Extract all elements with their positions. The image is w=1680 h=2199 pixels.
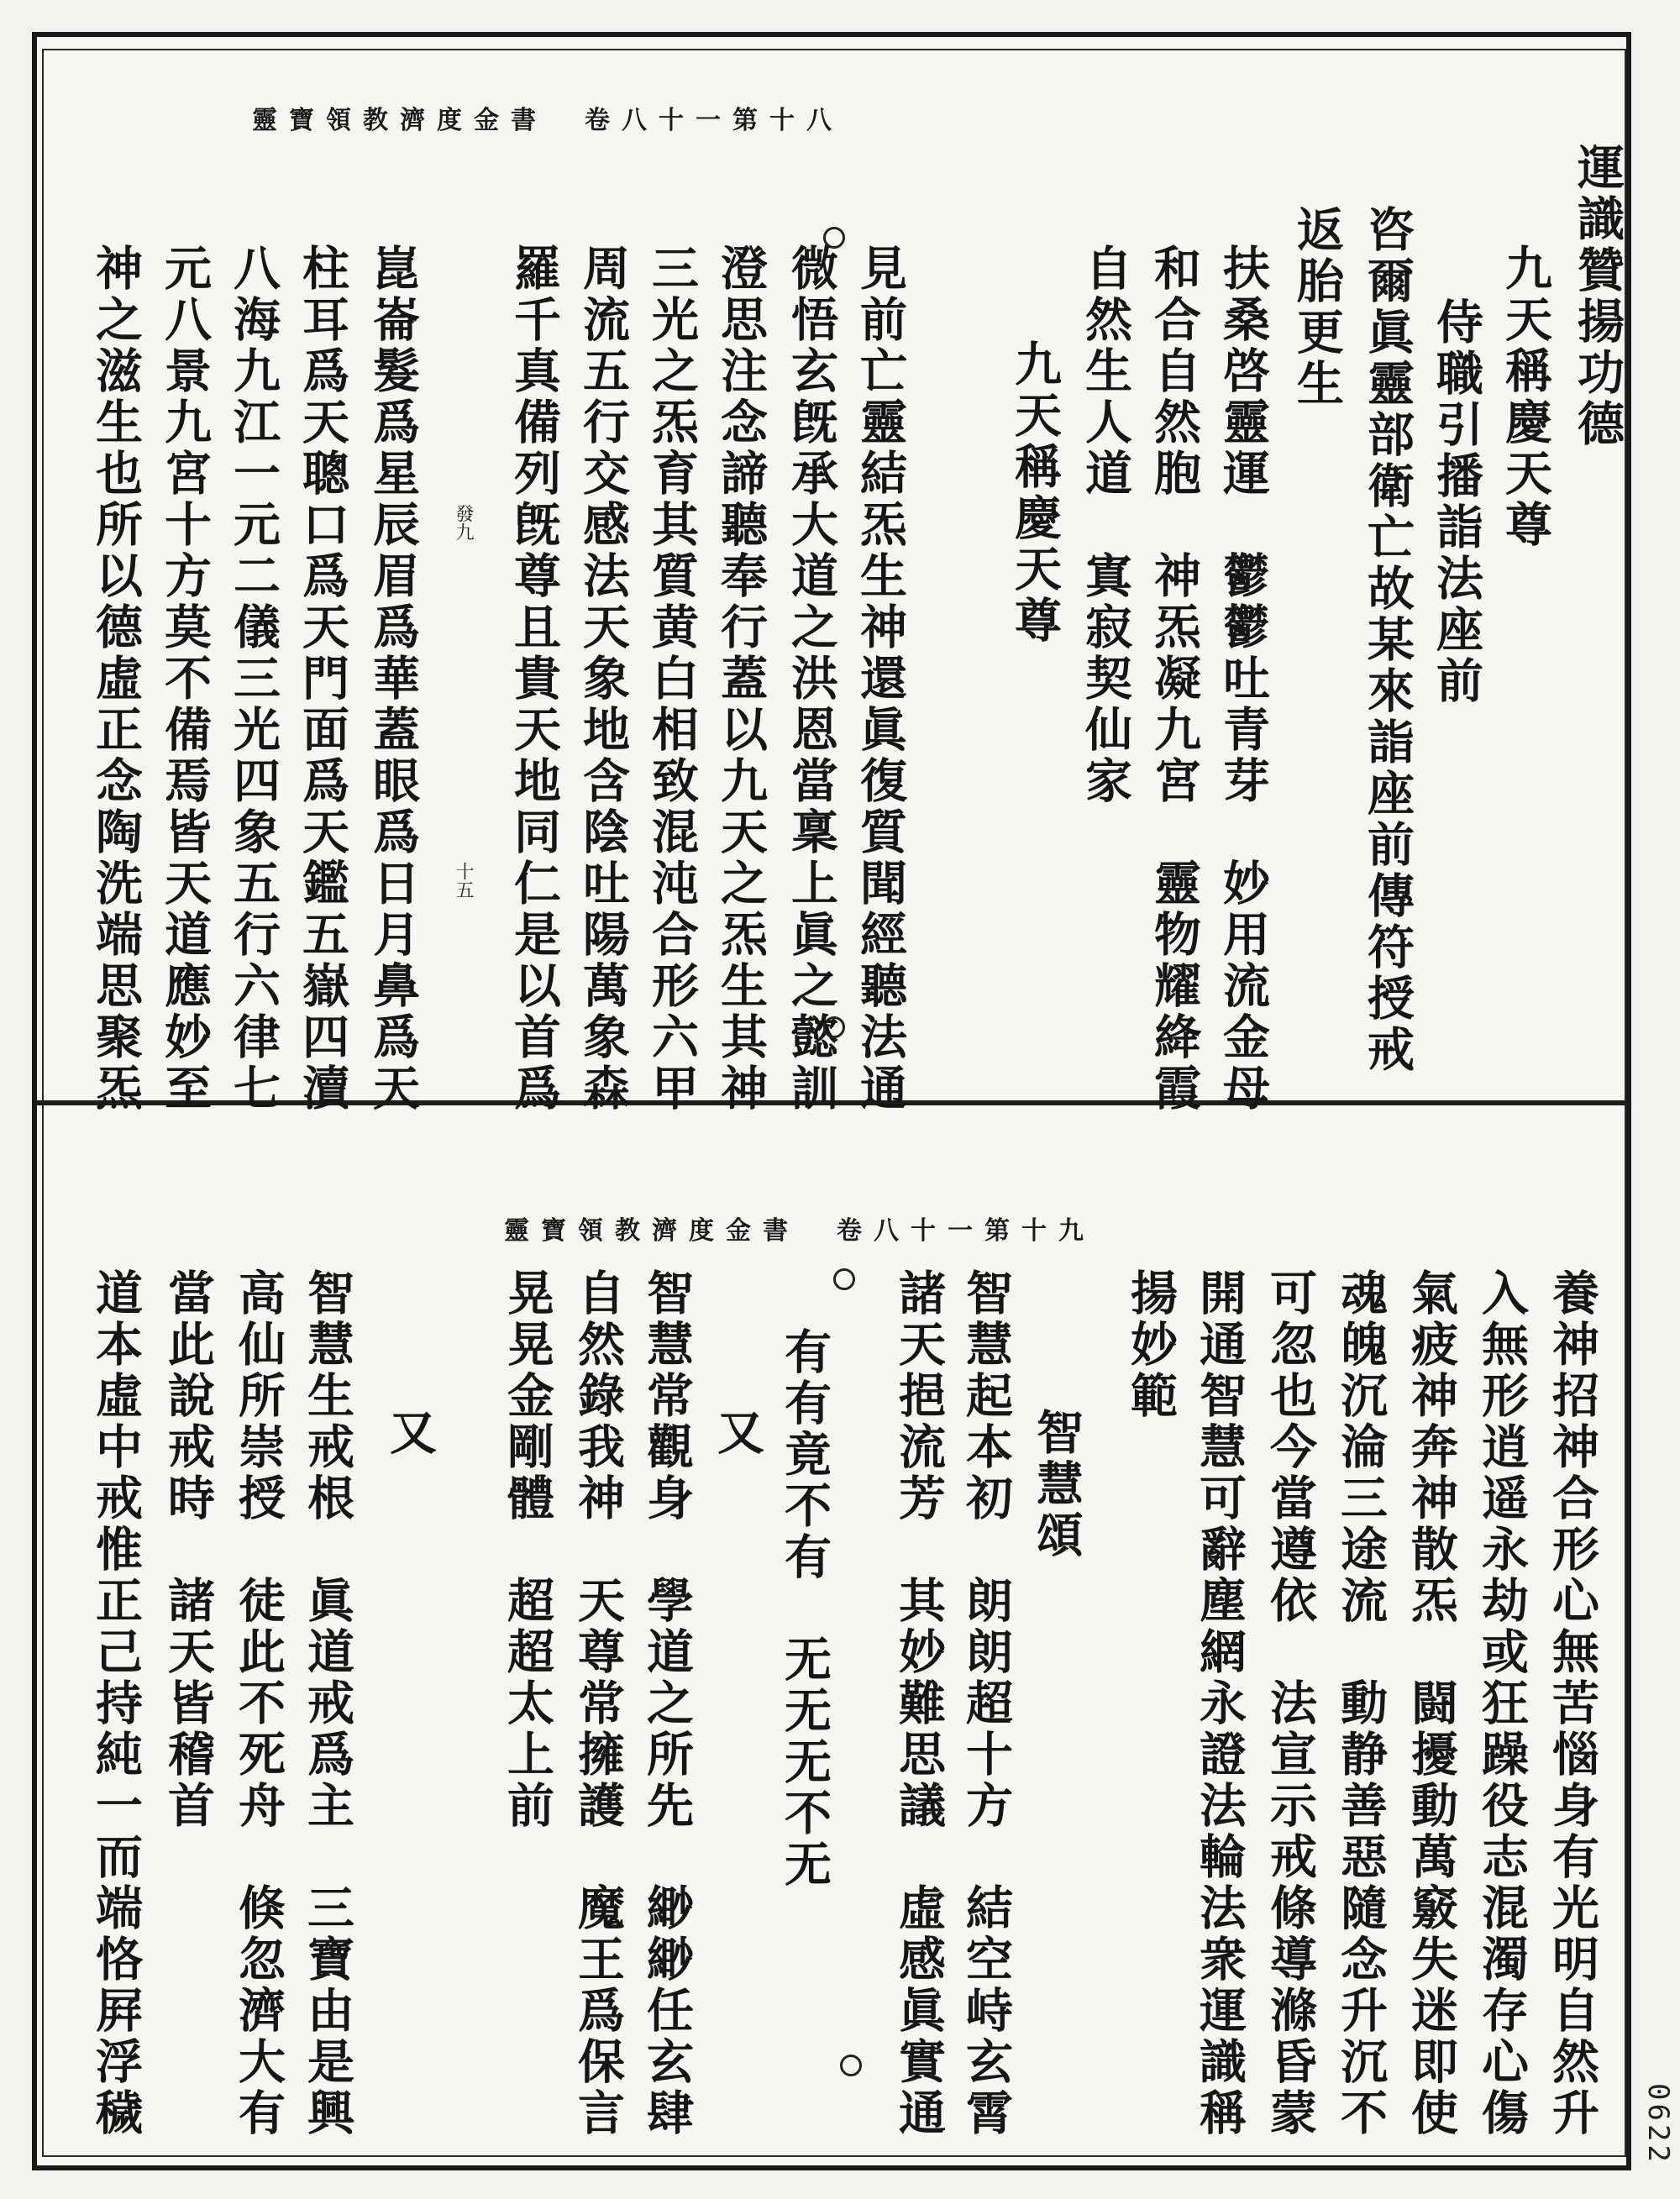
bottom-column-5: 可忽也今當遵依 法宣示戒條導滌昏蒙 [1263,1268,1318,2139]
top-column-6: 扶桑啓靈運 鬱鬱吐青芽 妙用流金母 [1215,244,1271,1115]
top-column-11: 微悟玄旣承大道之洪恩當稟上眞之懿訓 [784,244,839,1115]
bottom-column-4: 魂魄沉淪三途流 動静善惡隨念升沉不 [1333,1268,1389,2139]
bottom-column-13: 智慧常觀身 學道之所先 緲緲任玄肆 [639,1268,695,2139]
page-number: 0622 [1641,2083,1675,2165]
bottom-column-1: 養神招神合形心無苦惱身有光明自然升 [1545,1268,1600,2139]
top-column-12: 澄思注念諦聽奉行蓋以九天之炁生其神 [713,244,769,1115]
top-column-14: 周流五行交感法天象地含陰吐陽萬象森 [575,244,631,1115]
top-column-18: 八海九江一元二儀三光四象五行六律七 [226,244,281,1115]
top-column-2: 九天稱慶天尊 [1498,244,1553,551]
bottom-column-3: 氣疲神奔神散炁 闘擾動萬竅失迷即使 [1404,1268,1459,2139]
top-column-4: 咨爾眞靈部衛亡故某來詣座前傳符授戒 [1360,205,1415,1076]
bottom-column-9: 智慧起本初 朗朗超十方 結空峙玄霄 [958,1268,1014,2139]
top-circle-mark-1 [823,227,845,249]
bottom-column-16: 又 [382,1408,438,1459]
bottom-column-8: 智慧頌 [1029,1408,1084,1561]
top-margin-note-2: 十五 [453,862,474,899]
bottom-column-2: 入無形逍遥永劫或狂躁役志混濁存心傷 [1474,1268,1530,2139]
bottom-column-12: 又 [710,1408,765,1459]
bottom-circle-mark-2 [840,2055,862,2076]
top-column-5: 返胎更生 [1289,205,1345,410]
top-column-19: 元八景九宮十方莫不備焉皆天道應妙至 [157,244,213,1115]
top-column-8: 自然生人道 寘寂契仙家 [1078,244,1133,807]
top-column-10: 見前亡靈結炁生神還眞復質聞經聽法通 [853,244,908,1115]
top-column-1: 運識贊揚功德 [1570,143,1625,450]
bottom-column-15: 晃晃金剛體 超超太上前 [500,1268,555,1832]
bottom-running-header: 靈寶領教濟度金書 卷八十一第十九 [504,1216,1095,1246]
top-column-15: 羅千真備列旣尊且貴天地同仁是以首爲 [507,244,562,1115]
bottom-column-19: 當此說戒時 諸天皆稽首 [160,1268,216,1832]
top-column-17: 柱耳爲天聰口爲天門面爲天鑑五嶽四瀆 [295,244,350,1115]
top-column-7: 和合自然胞 神炁凝九宮 靈物耀絳霞 [1147,244,1202,1115]
bottom-column-17: 智慧生戒根 眞道戒爲主 三寶由是興 [300,1268,355,2139]
top-column-16: 崑崙髮爲星辰眉爲華蓋眼爲日月鼻爲天 [365,244,421,1115]
top-column-20: 神之滋生也所以德虛正念陶洗端思聚炁 [88,244,144,1115]
bottom-column-7: 揚妙範 [1123,1268,1179,1422]
bottom-column-14: 自然錄我神 天尊常擁護 魔王爲保言 [570,1268,626,2139]
top-column-9: 九天稱慶天尊 [1007,339,1063,647]
top-margin-note-1: 發九 [453,504,474,541]
bottom-column-18: 高仙所崇授 徒此不死舟 倏忽濟大有 [231,1268,286,2139]
top-column-3: 侍職引播詣法座前 [1429,297,1484,707]
bottom-circle-mark-1 [833,1268,855,1290]
bottom-column-11: 有有竟不有 无无无不无 [777,1327,832,1891]
top-column-13: 三光之炁育其質黄白相致混沌合形六甲 [644,244,700,1115]
bottom-column-6: 開通智慧可辭塵網永證法輪法衆運識稱 [1192,1268,1247,2139]
top-running-header: 靈寶領教濟度金書 卷八十一第十八 [252,106,843,135]
bottom-column-20: 道本虛中戒惟正己持純一而端恪屛浮穢 [88,1268,144,2139]
bottom-column-10: 諸天挹流芳 其妙難思議 虛感眞實通 [891,1268,947,2139]
top-circle-mark-2 [823,1016,845,1038]
